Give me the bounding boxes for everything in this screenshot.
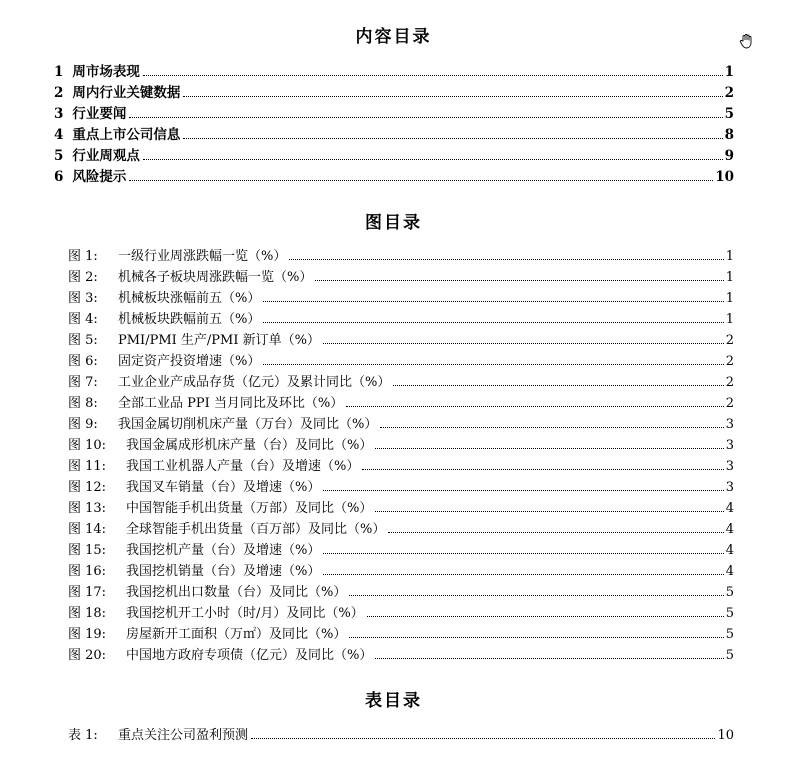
dot-leader	[129, 179, 713, 181]
figure-item[interactable]: 图 10: 我国金属成形机床产量（台）及同比（%） 3	[68, 438, 734, 453]
figure-item[interactable]: 图 4: 机械板块跌幅前五（%） 1	[68, 312, 734, 327]
dot-leader	[375, 510, 723, 512]
hand-cursor-icon	[738, 32, 756, 50]
dot-leader	[251, 737, 715, 739]
dot-leader	[349, 594, 723, 596]
dot-leader	[393, 384, 723, 386]
figure-item[interactable]: 图 13: 中国智能手机出货量（万部）及同比（%） 4	[68, 501, 734, 516]
dot-leader	[289, 258, 723, 260]
dot-leader	[263, 321, 723, 323]
dot-leader	[315, 279, 723, 281]
figure-item[interactable]: 图 17: 我国挖机出口数量（台）及同比（%） 5	[68, 585, 734, 600]
figures-title: 图目录	[365, 213, 422, 233]
figure-item[interactable]: 图 15: 我国挖机产量（台）及增速（%） 4	[68, 543, 734, 558]
dot-leader	[362, 468, 723, 470]
toc-item[interactable]: 4 重点上市公司信息 8	[54, 127, 734, 143]
dot-leader	[129, 116, 722, 118]
figure-item[interactable]: 图 3: 机械板块涨幅前五（%） 1	[68, 291, 734, 306]
figure-item[interactable]: 图 20: 中国地方政府专项债（亿元）及同比（%） 5	[68, 648, 734, 663]
figure-item[interactable]: 图 8: 全部工业品 PPI 当月同比及环比（%） 2	[68, 396, 734, 411]
dot-leader	[375, 657, 723, 659]
dot-leader	[375, 447, 723, 449]
toc-item[interactable]: 2 周内行业关键数据 2	[54, 85, 734, 101]
figure-item[interactable]: 图 16: 我国挖机销量（台）及增速（%） 4	[68, 564, 734, 579]
dot-leader	[346, 405, 723, 407]
dot-leader	[263, 363, 723, 365]
dot-leader	[349, 636, 723, 638]
dot-leader	[323, 342, 724, 344]
toc-item[interactable]: 6 风险提示 10	[54, 169, 734, 185]
toc-item[interactable]: 3 行业要闻 5	[54, 106, 734, 122]
dot-leader	[323, 573, 723, 575]
figure-item[interactable]: 图 1: 一级行业周涨跌幅一览（%） 1	[68, 249, 734, 264]
dot-leader	[367, 615, 724, 617]
figure-item[interactable]: 图 7: 工业企业产成品存货（亿元）及累计同比（%） 2	[68, 375, 734, 390]
dot-leader	[263, 300, 723, 302]
figure-item[interactable]: 图 19: 房屋新开工面积（万㎡）及同比（%） 5	[68, 627, 734, 642]
toc-item[interactable]: 5 行业周观点 9	[54, 148, 734, 164]
dot-leader	[323, 552, 723, 554]
tables-title: 表目录	[365, 691, 422, 711]
figure-item[interactable]: 图 5: PMI/PMI 生产/PMI 新订单（%） 2	[68, 333, 734, 348]
dot-leader	[183, 95, 722, 97]
figure-item[interactable]: 图 2: 机械各子板块周涨跌幅一览（%） 1	[68, 270, 734, 285]
dot-leader	[323, 489, 723, 491]
figure-item[interactable]: 图 14: 全球智能手机出货量（百万部）及同比（%） 4	[68, 522, 734, 537]
figure-item[interactable]: 图 9: 我国金属切削机床产量（万台）及同比（%） 3	[68, 417, 734, 432]
figure-item[interactable]: 图 12: 我国叉车销量（台）及增速（%） 3	[68, 480, 734, 495]
table-item[interactable]: 表 1: 重点关注公司盈利预测 10	[68, 728, 734, 743]
figure-item[interactable]: 图 11: 我国工业机器人产量（台）及增速（%） 3	[68, 459, 734, 474]
figure-item[interactable]: 图 18: 我国挖机开工小时（时/月）及同比（%） 5	[68, 606, 734, 621]
contents-title: 内容目录	[355, 27, 432, 47]
dot-leader	[388, 531, 723, 533]
dot-leader	[143, 158, 723, 160]
dot-leader	[183, 137, 722, 139]
toc-item[interactable]: 1 周市场表现 1	[54, 64, 734, 80]
dot-leader	[380, 426, 723, 428]
dot-leader	[143, 74, 723, 76]
figure-item[interactable]: 图 6: 固定资产投资增速（%） 2	[68, 354, 734, 369]
